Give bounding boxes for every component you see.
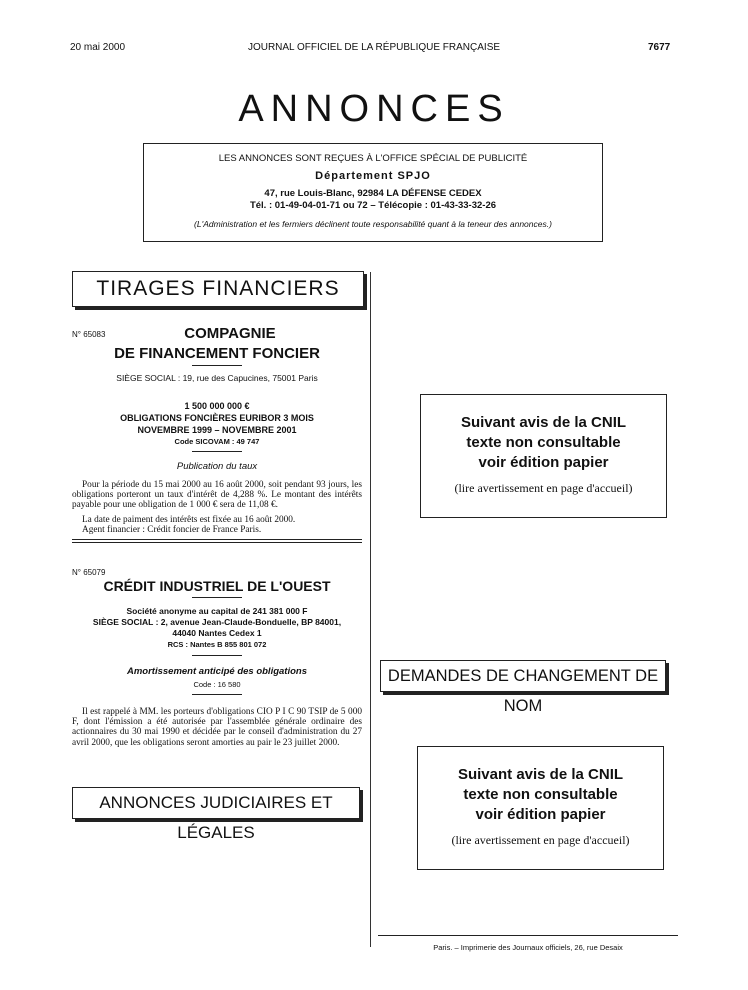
- paragraph: Agent financier : Crédit foncier de France Paris.: [82, 525, 262, 535]
- cnil-line: texte non consultable: [463, 786, 618, 803]
- paragraph: Il est rappelé à MM. les porteurs d'obligations CIO P I C 90 TSIP de 5 000 F, dont l'émission a été autorisée par l'assemblée générale ordinaire des actionnaires du 30 mai 1990 et décidée par le conseil d'administration du 27 avril 2000, que les obligations seront amorties au pair le 23 juillet 2000.: [72, 707, 362, 748]
- company-info: RCS : Nantes B 855 801 072: [167, 640, 267, 649]
- section-changement-de-nom: DEMANDES DE CHANGEMENT DE NOM: [380, 660, 666, 692]
- header-journal: JOURNAL OFFICIEL DE LA RÉPUBLIQUE FRANÇAISE: [247, 42, 501, 53]
- cnil-note: (lire avertissement en page d'accueil): [451, 833, 630, 847]
- separator: [72, 542, 362, 543]
- footer-imprint: Paris. – Imprimerie des Journaux officiels, 26, rue Desaix: [433, 943, 623, 952]
- header-date: 20 mai 2000: [70, 42, 126, 53]
- cnil-line: texte non consultable: [466, 434, 621, 451]
- notice-department: Département SPJO: [315, 170, 431, 182]
- notice-line-1: LES ANNONCES SONT REÇUES À L'OFFICE SPÉCIAL DE PUBLICITÉ: [218, 153, 528, 164]
- company-info: Société anonyme au capital de 241 381 000 F: [126, 606, 308, 616]
- bond-period: NOVEMBRE 1999 – NOVEMBRE 2001: [137, 425, 297, 435]
- registered-office: SIÈGE SOCIAL : 19, rue des Capucines, 75001 Paris: [116, 373, 318, 383]
- header-page-number: 7677: [648, 42, 671, 53]
- company-name: COMPAGNIE: [184, 325, 276, 342]
- code: Code : 16 580: [193, 680, 241, 689]
- subtitle: Amortissement anticipé des obligations: [126, 666, 307, 677]
- company-name: CRÉDIT INDUSTRIEL DE L'OUEST: [103, 578, 331, 594]
- column-divider: [370, 272, 371, 947]
- cnil-line: Suivant avis de la CNIL: [457, 766, 624, 783]
- section-tirages-financiers: TIRAGES FINANCIERS: [72, 271, 364, 307]
- page-title: ANNONCES: [238, 88, 510, 130]
- paragraph: La date de paiment des intérêts est fixée au 16 août 2000.: [82, 515, 296, 525]
- cnil-notice-box: [417, 746, 664, 870]
- company-info: SIÈGE SOCIAL : 2, avenue Jean-Claude-Bonduelle, BP 84001,: [92, 617, 342, 627]
- footer-rule: [378, 935, 678, 936]
- notice-disclaimer: (L'Administration et les fermiers déclinent toute responsabilité quant à la teneur des annonces.): [194, 219, 552, 229]
- bond-type: OBLIGATIONS FONCIÈRES EURIBOR 3 MOIS: [120, 413, 314, 423]
- cnil-line: voir édition papier: [478, 454, 609, 471]
- company-name: DE FINANCEMENT FONCIER: [114, 345, 320, 362]
- notice-address: 47, rue Louis-Blanc, 92984 LA DÉFENSE CEDEX: [264, 188, 482, 199]
- notice-box: [143, 143, 603, 242]
- announcement-number: N° 65079: [72, 568, 106, 577]
- section-annonces-judiciaires: ANNONCES JUDICIAIRES ET LÉGALES: [72, 787, 360, 819]
- cnil-line: Suivant avis de la CNIL: [460, 414, 627, 431]
- announcement-number: N° 65083: [72, 330, 106, 339]
- separator: [72, 539, 362, 540]
- cnil-notice-box: [420, 394, 667, 518]
- cnil-line: voir édition papier: [475, 806, 606, 823]
- amount: 1 500 000 000 €: [184, 401, 250, 411]
- subtitle: Publication du taux: [176, 461, 258, 472]
- divider: [192, 694, 242, 695]
- cnil-note: (lire avertissement en page d'accueil): [454, 481, 633, 495]
- divider: [192, 451, 242, 452]
- divider: [192, 655, 242, 656]
- sicovam-code: Code SICOVAM : 49 747: [174, 437, 260, 446]
- divider: [192, 597, 242, 598]
- notice-phone: Tél. : 01-49-04-01-71 ou 72 – Télécopie : 01-43-33-32-26: [249, 200, 497, 211]
- divider: [192, 365, 242, 366]
- company-info: 44040 Nantes Cedex 1: [172, 628, 262, 638]
- paragraph: Pour la période du 15 mai 2000 au 16 août 2000, soit pendant 93 jours, les obligations porteront un taux d'intérêt de 4,288 %. Le montant des intérêts payable pour une obligation de 1 000 € sera de 11,08 €.: [72, 480, 362, 511]
